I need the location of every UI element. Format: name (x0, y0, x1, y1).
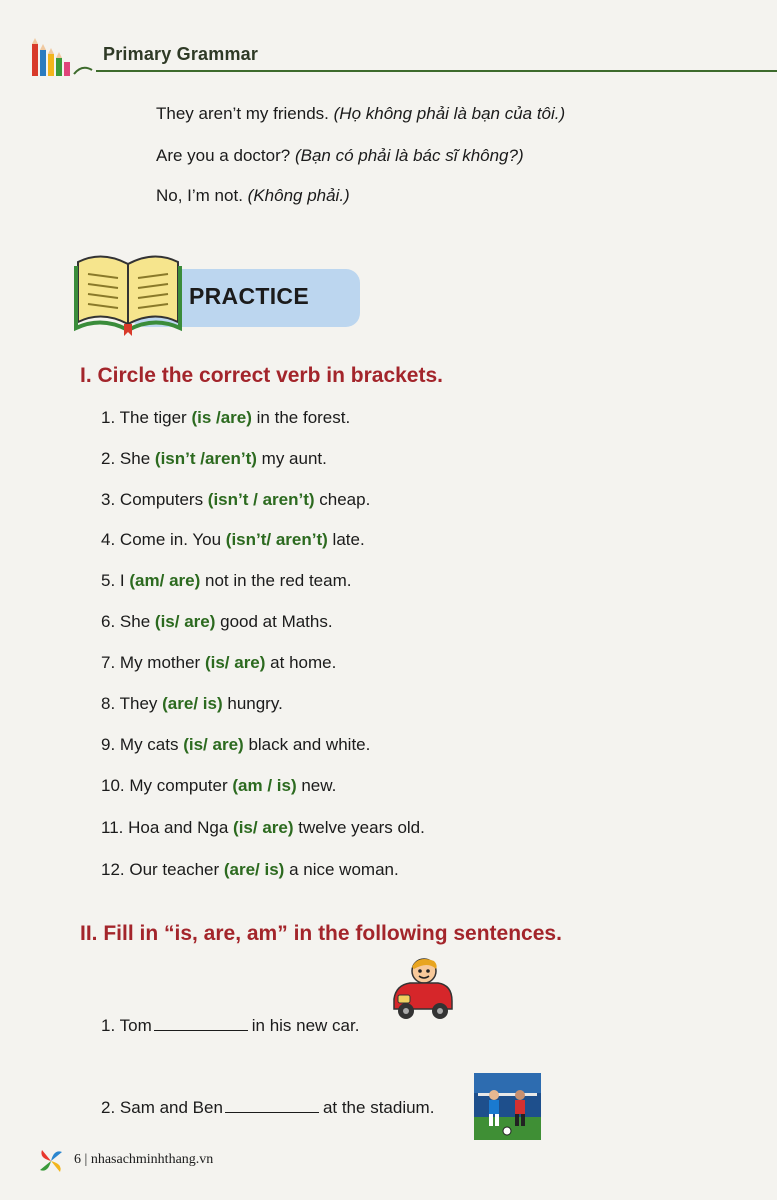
exercise-item: 6. She (is/ are) good at Maths. (101, 612, 333, 631)
header-divider (96, 70, 777, 72)
verb-choice[interactable]: (isn’t / aren’t) (207, 490, 315, 509)
pencils-logo-icon (30, 38, 98, 80)
verb-choice[interactable]: (is/ are) (154, 612, 216, 631)
verb-choice[interactable]: (isn’t/ aren’t) (225, 530, 328, 549)
exercise-item: 8. They (are/ is) hungry. (101, 694, 283, 713)
verb-choice[interactable]: (isn’t /aren’t) (154, 449, 257, 468)
fill-in-item: 1. Tom in his new car. (101, 1016, 360, 1035)
exercise-item: 12. Our teacher (are/ is) a nice woman. (101, 860, 399, 879)
verb-choice[interactable]: (am / is) (232, 776, 297, 795)
answer-blank[interactable] (154, 1016, 248, 1031)
header-title: Primary Grammar (103, 44, 259, 64)
section-2-heading: II. Fill in “is, are, am” in the following sentences. (80, 922, 562, 945)
exercise-item: 11. Hoa and Nga (is/ are) twelve years old. (101, 818, 425, 837)
verb-choice[interactable]: (are/ is) (162, 694, 223, 713)
exercise-item: 1. The tiger (is /are) in the forest. (101, 408, 351, 427)
exercise-item: 5. I (am/ are) not in the red team. (101, 571, 352, 590)
publisher-logo-icon (38, 1148, 64, 1174)
example-line: No, I’m not. (Không phải.) (156, 186, 350, 205)
example-line: Are you a doctor? (Bạn có phải là bác sĩ không?) (156, 146, 524, 165)
football-players-illustration (474, 1073, 541, 1140)
footer-separator: | (84, 1152, 88, 1167)
exercise-item: 9. My cats (is/ are) black and white. (101, 735, 371, 754)
open-book-icon (74, 250, 182, 336)
answer-blank[interactable] (225, 1098, 319, 1113)
fill-in-item: 2. Sam and Ben at the stadium. (101, 1098, 435, 1117)
verb-choice[interactable]: (is /are) (191, 408, 252, 427)
verb-choice[interactable]: (am/ are) (129, 571, 201, 590)
section-1-heading: I. Circle the correct verb in brackets. (80, 364, 443, 387)
verb-choice[interactable]: (is/ are) (233, 818, 294, 837)
exercise-item: 10. My computer (am / is) new. (101, 776, 337, 795)
example-line: They aren’t my friends. (Họ không phải là bạn của tôi.) (156, 104, 566, 123)
practice-label: PRACTICE (189, 283, 309, 309)
page-number: 6 (74, 1152, 81, 1167)
exercise-item: 2. She (isn’t /aren’t) my aunt. (101, 449, 327, 468)
footer-website-link[interactable]: nhasachminhthang.vn (90, 1152, 214, 1167)
exercise-item: 7. My mother (is/ are) at home. (101, 653, 337, 672)
footer-page-info (74, 1152, 213, 1168)
exercise-item: 3. Computers (isn’t / aren’t) cheap. (101, 490, 371, 509)
boy-in-red-car-illustration (388, 955, 456, 1025)
verb-choice[interactable]: (are/ is) (223, 860, 285, 879)
verb-choice[interactable]: (is/ are) (204, 653, 266, 672)
verb-choice[interactable]: (is/ are) (183, 735, 244, 754)
exercise-item: 4. Come in. You (isn’t/ aren’t) late. (101, 530, 365, 549)
